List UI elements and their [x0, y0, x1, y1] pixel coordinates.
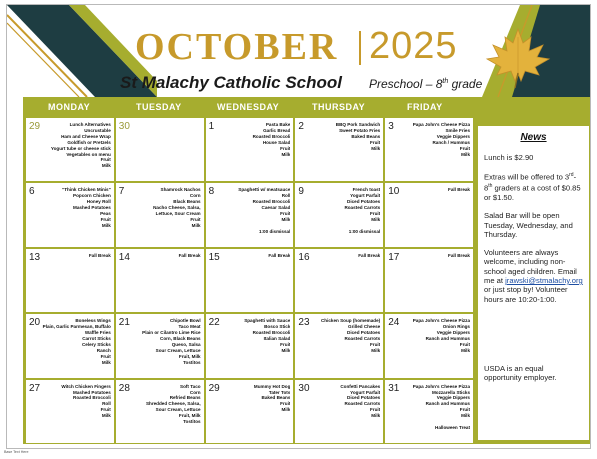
menu-item: Roasted Carrots: [344, 335, 381, 341]
menu-item: Sour Cream, Lettuce: [155, 407, 201, 413]
menu-item: Corn, Black Beans: [160, 335, 201, 341]
menu-items: [399, 318, 470, 353]
menu-item: Ranch and Hummus: [425, 401, 470, 407]
menu-item: Corn: [189, 389, 201, 395]
menu-item: Halloween Treat: [435, 424, 470, 430]
header: [7, 5, 591, 97]
menu-item: Celery Sticks: [81, 341, 111, 347]
email-link[interactable]: jrawski@stmalachy.org: [505, 276, 583, 286]
menu-item: Baked Beans: [261, 395, 291, 401]
day-number: 30: [118, 121, 130, 132]
menu-items: [309, 253, 380, 259]
menu-item: Milk: [101, 413, 111, 419]
news-title: News: [520, 132, 547, 143]
day-number: 27: [29, 382, 41, 394]
calendar-day-cell: [26, 314, 114, 377]
day-number: 3: [388, 121, 394, 132]
menu-item: Roasted Broccoli: [252, 330, 291, 335]
calendar-day-cell: [26, 118, 114, 181]
menu-item: Shamrock Nachos: [160, 187, 201, 193]
day-number: 6: [29, 186, 35, 198]
menu-item: Diced Potatoes: [347, 199, 381, 205]
calendar-day-cell: [206, 183, 294, 246]
menu-item: Smile Fries: [445, 127, 470, 133]
menu-item: Veggie Dippers: [436, 330, 470, 335]
menu-items: [220, 253, 291, 259]
extras-note: Extras will be offered to 3rd-8th graders at a cost of $0.85 or $1.50.: [484, 172, 581, 202]
menu-item: Refried Beans: [169, 395, 201, 401]
menu-item: Milk: [101, 359, 111, 365]
day-number: 22: [208, 317, 220, 329]
menu-item: Baked Beans: [351, 133, 381, 139]
menu-items: [399, 384, 470, 431]
calendar-day-cell: [116, 314, 204, 377]
menu-item: Milk: [281, 407, 291, 413]
calendar-day-cell: [295, 249, 383, 312]
day-number: 8: [208, 186, 215, 198]
title-divider: [359, 31, 361, 65]
menu-item: Milk: [371, 145, 381, 151]
menu-item: Fruit: [459, 145, 470, 151]
menu-item: Fall Break: [178, 252, 201, 258]
menu-items: [220, 384, 291, 414]
menu-items: [130, 384, 201, 425]
menu-item: Chipotle Bowl: [169, 318, 201, 324]
menu-items: [309, 122, 380, 152]
calendar-grid: [26, 118, 473, 443]
menu-item: Italian Salad: [263, 335, 291, 341]
day-number: 9: [298, 186, 304, 198]
menu-item: Veggie Dippers: [436, 133, 470, 139]
menu-item: Mummy Hot Dog: [253, 383, 291, 389]
day-number: 20: [29, 317, 41, 329]
menu-item: Fruit: [100, 353, 111, 359]
menu-item: Yogurt tube or cheese stick: [50, 145, 111, 151]
menu-item: Ranch: [96, 347, 111, 353]
menu-items: [40, 253, 111, 259]
menu-items: [40, 384, 111, 419]
menu-item: Mashed Potatoes: [73, 205, 111, 211]
menu-item: 1:00 dismissal: [348, 228, 381, 234]
menu-item: Roasted Broccoli: [73, 395, 111, 401]
menu-item: Goldfish or Pretzels: [67, 139, 111, 145]
menu-item: House Salad: [262, 139, 291, 145]
day-number: 21: [118, 317, 130, 329]
menu-item: Milk: [101, 163, 111, 169]
day-number: 28: [118, 382, 130, 394]
menu-item: Peas: [100, 211, 111, 217]
menu-item: French toast: [352, 187, 381, 193]
calendar-day-cell: [206, 314, 294, 377]
menu-item: Fall Break: [88, 252, 111, 258]
menu-item: Boneless Wings: [75, 318, 111, 324]
menu-items: [399, 122, 470, 157]
calendar-day-cell: [385, 183, 473, 246]
menu-items: [220, 122, 291, 157]
calendar-day-cell: [206, 380, 294, 443]
menu-item: Shredded Cheese, Salsa,: [145, 401, 201, 407]
menu-items: [309, 318, 380, 353]
menu-item: Spaghetti w/ meatsauce: [238, 187, 291, 193]
calendar-panel: [23, 97, 591, 444]
menu-item: Pasta Bake: [265, 122, 291, 127]
menu-items: [399, 253, 470, 259]
news-box: [478, 126, 589, 440]
menu-item: Witch Chicken Fingers: [61, 383, 111, 389]
menu-item: Fruit: [100, 407, 111, 413]
menu-item: Confetti Pancakes: [340, 383, 381, 389]
menu-items: [40, 318, 111, 365]
footnote: Base Text Here: [4, 450, 29, 454]
menu-item: Papa John's Cheese Pizza: [412, 122, 470, 127]
calendar-day-cell: [116, 118, 204, 181]
menu-item: Honey Roll: [86, 199, 111, 205]
menu-items: [130, 187, 201, 228]
menu-item: Nacho Cheese, Salsa,: [153, 205, 201, 211]
menu-item: Fall Break: [448, 252, 470, 258]
menu-item: Milk: [191, 222, 201, 228]
day-header-monday: MONDAY: [48, 102, 91, 112]
school-grade: Preschool – 8th grade: [369, 77, 483, 91]
menu-item: Roasted Carrots: [344, 401, 381, 407]
menu-item: Milk: [461, 151, 470, 157]
menu-item: Fruit: [280, 341, 291, 347]
menu-item: Plain, Garlic Parmesan, Buffalo: [42, 324, 111, 330]
day-number: 23: [298, 317, 310, 329]
menu-item: Carrot Sticks: [82, 335, 111, 341]
menu-item: Fruit: [190, 216, 201, 222]
menu-item: Black Beans: [173, 199, 201, 205]
calendar-day-cell: [116, 249, 204, 312]
menu-items: [130, 253, 201, 259]
calendar-day-cell: [295, 380, 383, 443]
menu-item: Milk: [281, 216, 291, 222]
usda-note: USDA is an equal opportunity employer.: [484, 363, 557, 383]
menu-item: Ranch / Hummus: [432, 139, 470, 145]
menu-item: Roasted Carrots: [344, 205, 381, 211]
menu-item: Vegetables on menu: [66, 151, 111, 157]
menu-items: [309, 187, 380, 234]
menu-item: Fruit: [100, 157, 111, 163]
school-name: St Malachy Catholic School: [120, 73, 342, 92]
menu-item: Fruit: [369, 211, 381, 217]
menu-item: Fruit: [459, 341, 470, 347]
calendar-day-cell: [26, 183, 114, 246]
menu-item: Mozzarella Sticks: [431, 389, 470, 395]
calendar-day-cell: [385, 118, 473, 181]
calendar-day-cell: [26, 249, 114, 312]
menu-item: Onion Rings: [442, 324, 470, 330]
menu-item: Lunch Alternatives: [69, 122, 111, 127]
day-number: 30: [298, 382, 310, 394]
menu-item: Mashed Potatoes: [73, 389, 111, 395]
menu-item: Garlic Bread: [263, 127, 291, 133]
menu-item: Queso, Salsa: [171, 341, 201, 347]
menu-item: Fruit, Milk: [178, 353, 201, 359]
menu-item: Fall Break: [448, 187, 470, 193]
menu-item: BBQ Pork Sandwich: [335, 122, 381, 127]
day-number: 14: [118, 251, 130, 263]
calendar-day-cell: [295, 183, 383, 246]
day-number: 15: [208, 251, 220, 263]
menu-item: Roasted Broccoli: [252, 133, 291, 139]
lunch-price: Lunch is $2.90: [484, 153, 534, 162]
menu-item: Milk: [281, 151, 291, 157]
day-number: 2: [298, 121, 304, 132]
menu-items: [40, 187, 111, 228]
menu-items: [220, 318, 291, 353]
menu-item: Diced Potatoes: [347, 330, 381, 335]
day-number: 7: [118, 186, 125, 198]
menu-items: [40, 122, 111, 169]
menu-item: Fruit, Milk: [178, 413, 201, 419]
menu-items: [220, 187, 291, 234]
menu-item: Fall Break: [358, 252, 381, 258]
menu-item: Papa John's Cheese Pizza: [412, 318, 470, 324]
menu-item: Tostitos: [183, 359, 201, 365]
menu-item: Fall Break: [268, 252, 291, 258]
menu-item: 1:00 dismissal: [258, 228, 291, 234]
menu-item: Popcorn Chicken: [73, 193, 111, 199]
menu-item: Ranch and Hummus: [425, 335, 470, 341]
menu-items: [399, 187, 470, 193]
menu-item: Roll: [102, 401, 111, 407]
menu-item: Milk: [371, 216, 381, 222]
menu-item: Fruit: [280, 145, 291, 151]
menu-item: Papa John's Cheese Pizza: [412, 383, 470, 389]
day-number: 16: [298, 251, 310, 263]
menu-item: Uncrustable: [84, 127, 111, 133]
menu-item: Yogurt Parfait: [350, 389, 381, 395]
day-number: 17: [388, 251, 400, 263]
menu-item: Soft Taco: [180, 383, 201, 389]
menu-item: Taco Meat: [178, 324, 201, 330]
day-header-friday: FRIDAY: [407, 102, 443, 112]
menu-item: Milk: [371, 413, 381, 419]
calendar-day-cell: [295, 314, 383, 377]
salad-bar-note: Salad Bar will be open Tuesday, Wednesday, and Thursday.: [484, 211, 573, 239]
menu-item: Grilled Cheese: [348, 324, 381, 330]
menu-item: Fruit: [369, 341, 381, 347]
day-header-thursday: THURSDAY: [312, 102, 366, 112]
title-month: OCTOBER: [135, 26, 339, 68]
menu-item: Milk: [461, 413, 470, 419]
day-header-wednesday: WEDNESDAY: [217, 102, 280, 112]
maple-leaf-icon: [485, 27, 551, 89]
menu-item: Fruit: [369, 139, 381, 145]
menu-item: Caesar Salad: [261, 205, 291, 211]
title-year: 2025: [369, 25, 458, 67]
calendar-day-cell: [206, 249, 294, 312]
menu-item: Fruit: [280, 211, 291, 217]
menu-item: Tostitos: [183, 419, 201, 425]
day-header-tuesday: TUESDAY: [136, 102, 182, 112]
calendar-day-cell: [26, 380, 114, 443]
day-number: 29: [29, 121, 41, 132]
calendar-day-cell: [206, 118, 294, 181]
menu-item: Fruit: [459, 407, 470, 413]
menu-item: Milk: [371, 347, 381, 353]
menu-item: Fruit: [369, 407, 381, 413]
day-number: 29: [208, 382, 220, 394]
menu-item: Yogurt Parfait: [350, 193, 381, 199]
calendar-day-cell: [295, 118, 383, 181]
calendar-day-cell: [385, 314, 473, 377]
menu-item: Bosco Stick: [264, 324, 291, 330]
menu-item: Lettuce, Sour Cream: [155, 211, 201, 217]
menu-item: Sour Cream, Lettuce: [155, 347, 201, 353]
day-number: 13: [29, 251, 41, 263]
calendar-day-cell: [116, 183, 204, 246]
menu-item: Sweet Potato Fries: [339, 127, 381, 133]
menu-item: Plain or Cilantro Lime Rice: [142, 330, 201, 335]
menu-item: Veggie Dippers: [436, 395, 470, 401]
menu-item: Milk: [461, 347, 470, 353]
menu-item: Roasted Broccoli: [252, 199, 291, 205]
menu-item: Milk: [101, 222, 111, 228]
day-number: 24: [388, 317, 400, 329]
volunteer-note: Volunteers are always welcome, including non-school aged children. Email me at jrawski@stmalachy.org or just stop by! Volunteer hours are 10:20-1:00.: [484, 248, 583, 304]
menu-item: Waffle Fries: [84, 330, 111, 335]
menu-item: Fruit: [280, 401, 291, 407]
menu-item: Diced Potatoes: [347, 395, 381, 401]
menu-item: Milk: [281, 347, 291, 353]
menu-calendar-page: [6, 4, 591, 449]
menu-item: Tater Tots: [268, 389, 291, 395]
day-number: 1: [208, 121, 215, 132]
menu-item: Ham and Cheese Wrap: [61, 133, 111, 139]
menu-item: Spaghetti with Sauce: [244, 318, 291, 324]
menu-item: "Think Chicken Minis": [62, 187, 111, 193]
calendar-day-cell: [385, 249, 473, 312]
menu-item: Chicken Soup (homemade): [320, 318, 381, 324]
menu-item: Fruit: [100, 216, 111, 222]
menu-items: [130, 318, 201, 365]
calendar-day-cell: [385, 380, 473, 443]
day-number: 31: [388, 382, 400, 394]
menu-items: [309, 384, 380, 419]
menu-item: Corn: [189, 193, 201, 199]
day-number: 10: [388, 186, 400, 198]
menu-item: Roll: [281, 193, 291, 199]
calendar-day-cell: [116, 380, 204, 443]
